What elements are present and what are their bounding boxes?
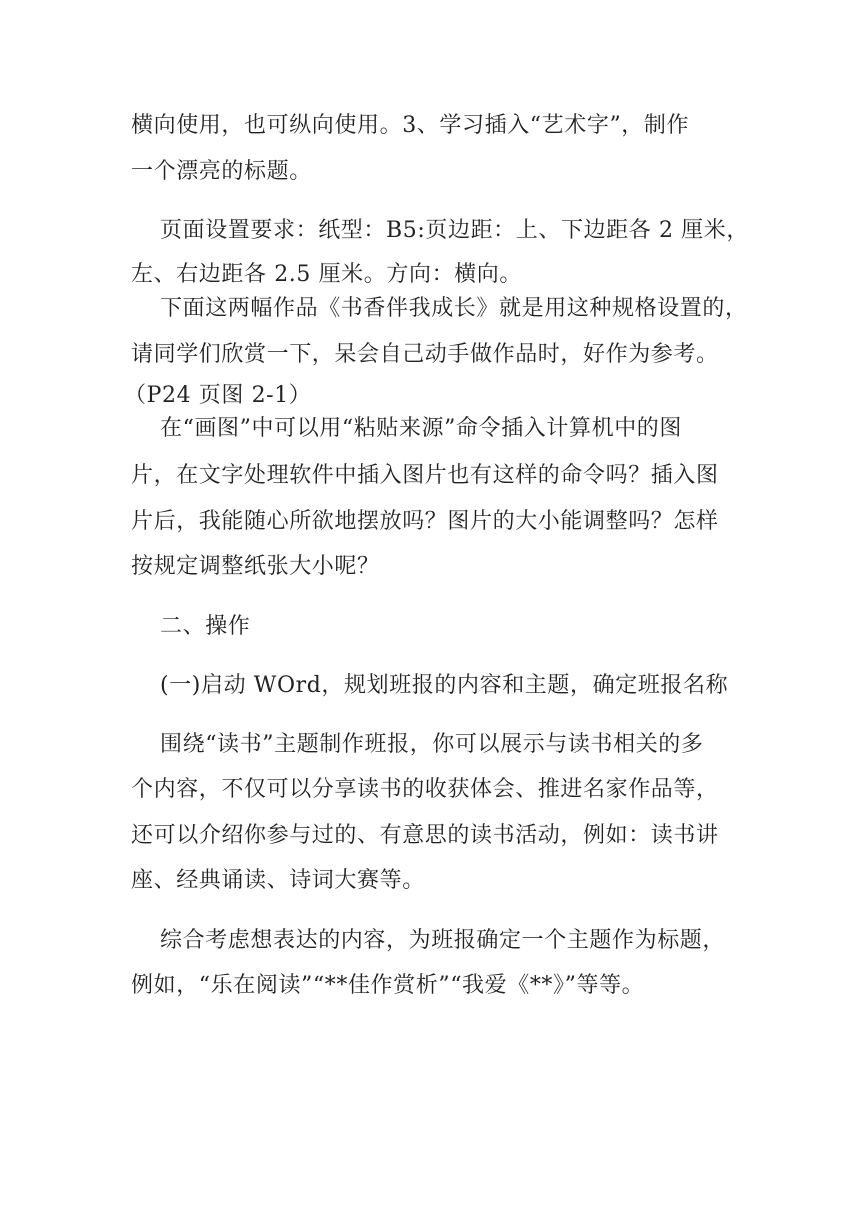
- text-line: 还可以介绍你参与过的、有意思的读书活动，例如：读书讲: [131, 823, 719, 848]
- text-line: 围绕“读书”主题制作班报，你可以展示与读书相关的多: [160, 732, 704, 757]
- text-line: 下面这两幅作品《书香伴我成长》就是用这种规格设置的，: [160, 296, 748, 321]
- subsection-heading: (一)启动 WOrd，规划班报的内容和主题，确定班报名称: [160, 673, 729, 698]
- text-line: 综合考虑想表达的内容，为班报确定一个主题作为标题，: [160, 928, 726, 953]
- text-line: 横向使用，也可纵向使用。3、学习插入“艺术字”，制作: [131, 113, 690, 138]
- text-line: （P24 页图 2-1）: [124, 383, 312, 408]
- section-heading: 二、操作: [160, 614, 251, 639]
- text-line: 个内容，不仅可以分享读书的收获体会、推进名家作品等，: [131, 777, 719, 802]
- text-line: 请同学们欣赏一下，呆会自己动手做作品时，好作为参考。: [131, 342, 719, 367]
- text-line: 例如，“乐在阅读”“**佳作赏析”“我爱《**》”等等。: [131, 973, 645, 998]
- text-line: 在“画图”中可以用“粘贴来源”命令插入计算机中的图: [160, 416, 682, 441]
- text-line: 片后，我能随心所欲地摆放吗？图片的大小能调整吗？怎样: [131, 509, 719, 534]
- text-line: 一个漂亮的标题。: [131, 159, 312, 184]
- text-line: 页面设置要求：纸型：B5:页边距：上、下边距各 2 厘米，: [160, 218, 749, 243]
- text-line: 按规定调整纸张大小呢？: [131, 554, 380, 579]
- text-line: 片，在文字处理软件中插入图片也有这样的命令吗？插入图: [131, 463, 719, 488]
- text-line: 座、经典诵读、诗词大赛等。: [131, 868, 425, 893]
- text-line: 左、右边距各 2.5 厘米。方向：横向。: [131, 262, 522, 287]
